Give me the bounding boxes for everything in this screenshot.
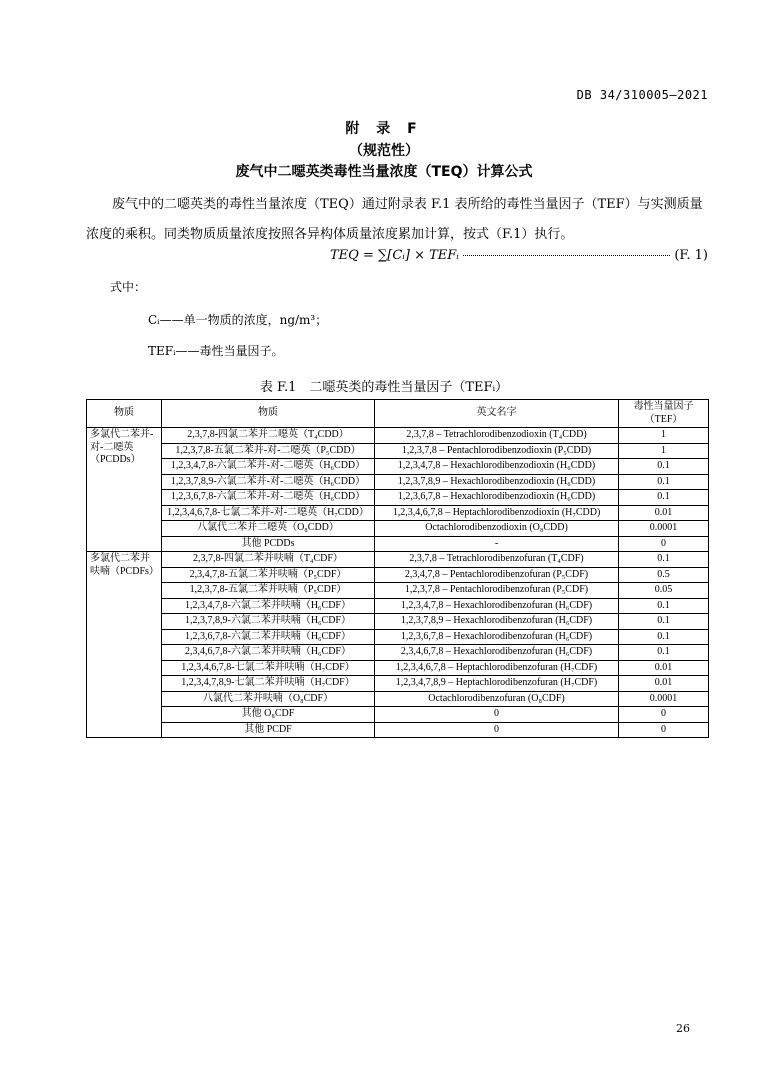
cell-substance-cn: 其他 PCDDs — [162, 536, 375, 552]
cell-english-name: 1,2,3,7,8 – Pentachlorodibenzofuran (P₅CDF) — [375, 583, 619, 599]
definition-tef: TEFᵢ——毒性当量因子。 — [148, 344, 284, 358]
table-row — [87, 645, 709, 661]
header-substance: 物质 — [162, 400, 375, 428]
appendix-title: 附 录 F — [345, 121, 423, 137]
cell-english-name: 1,2,3,7,8,9 – Hexachlorodibenzofuran (H₆CDF) — [375, 614, 619, 630]
header-category: 物质 — [87, 400, 162, 428]
cell-substance-cn: 其他 PCDF — [162, 722, 375, 738]
cell-tef: 0.05 — [619, 583, 709, 599]
cell-substance-cn: 1,2,3,7,8,9-六氯二苯并-对-二噁英（H₆CDD） — [162, 474, 375, 490]
table-row — [87, 691, 709, 707]
cell-substance-cn: 八氯代二苯并呋喃（O₈CDF） — [162, 691, 375, 707]
table-row — [87, 490, 709, 506]
table-caption: 表 F.1 二噁英类的毒性当量因子（TEFᵢ） — [259, 380, 509, 395]
document-code: DB 34/310005—2021 — [576, 88, 708, 102]
table-row — [87, 722, 709, 738]
formula-leader-dots — [463, 255, 670, 256]
table-row — [87, 614, 709, 630]
appendix-heading: 废气中二噁英类毒性当量浓度（TEQ）计算公式 — [235, 164, 533, 180]
table-row — [87, 552, 709, 568]
formula-expression: TEQ = ∑[Cᵢ] × TEFᵢ — [330, 248, 459, 263]
teq-formula — [330, 248, 708, 263]
header-english-name: 英文名字 — [375, 400, 619, 428]
cell-english-name: 0 — [375, 707, 619, 723]
definition-concentration: Cᵢ——单一物质的浓度，ng/m³； — [148, 313, 328, 327]
cell-tef: 0 — [619, 707, 709, 723]
cell-english-name: 1,2,3,4,6,7,8 – Heptachlorodibenzodioxin (H₇CDD) — [375, 505, 619, 521]
cell-english-name: 1,2,3,7,8 – Pentachlorodibenzodioxin (P₅CDD) — [375, 443, 619, 459]
cell-substance-cn: 2,3,7,8-四氯二苯并呋喃（T₄CDF） — [162, 552, 375, 568]
cell-substance-cn: 1,2,3,6,7,8-六氯二苯并-对-二噁英（H₆CDD） — [162, 490, 375, 506]
cell-english-name: 2,3,4,7,8 – Pentachlorodibenzofuran (P₅CDF) — [375, 567, 619, 583]
cell-substance-cn: 2,3,4,7,8-五氯二苯并呋喃（P₅CDF） — [162, 567, 375, 583]
cell-english-name: 0 — [375, 722, 619, 738]
cell-tef: 0.01 — [619, 676, 709, 692]
cell-tef: 0.5 — [619, 567, 709, 583]
cell-tef: 0 — [619, 536, 709, 552]
table-row — [87, 521, 709, 537]
table-row — [87, 505, 709, 521]
cell-substance-cn: 1,2,3,4,7,8-六氯二苯并-对-二噁英（H₆CDD） — [162, 459, 375, 475]
appendix-subtitle: （规范性） — [349, 143, 419, 159]
cell-substance-cn: 1,2,3,7,8,9-六氯二苯并呋喃（H₆CDF） — [162, 614, 375, 630]
cell-tef: 0.1 — [619, 629, 709, 645]
cell-english-name: 2,3,7,8 – Tetrachlorodibenzodioxin (T₄CDD) — [375, 428, 619, 444]
cell-substance-cn: 2,3,4,6,7,8-六氯二苯并呋喃（H₆CDF） — [162, 645, 375, 661]
cell-tef: 1 — [619, 428, 709, 444]
cell-substance-cn: 1,2,3,4,6,7,8-七氯二苯并-对-二噁英（H₇CDD） — [162, 505, 375, 521]
formula-number: (F. 1) — [674, 248, 708, 263]
table-row — [87, 598, 709, 614]
cell-substance-cn: 1,2,3,4,7,8-六氯二苯并呋喃（H₆CDF） — [162, 598, 375, 614]
cell-tef: 0.1 — [619, 490, 709, 506]
table-row — [87, 583, 709, 599]
table-row — [87, 676, 709, 692]
cell-english-name: 2,3,7,8 – Tetrachlorodibenzofuran (T₄CDF) — [375, 552, 619, 568]
cell-english-name: 1,2,3,7,8,9 – Hexachlorodibenzodioxin (H₆CDD) — [375, 474, 619, 490]
cell-substance-cn: 1,2,3,4,7,8,9-七氯二苯并呋喃（H₇CDF） — [162, 676, 375, 692]
cell-tef: 0.01 — [619, 505, 709, 521]
table-header-row — [87, 400, 709, 428]
table-row — [87, 707, 709, 723]
cell-tef: 0.0001 — [619, 521, 709, 537]
cell-substance-cn: 八氯代二苯并二噁英（O₈CDD） — [162, 521, 375, 537]
header-tef: 毒性当量因子（TEF） — [619, 400, 709, 428]
table-row — [87, 660, 709, 676]
cell-english-name: Octachlorodibenzodioxin (O₈CDD) — [375, 521, 619, 537]
group-pcdfs: 多氯代二苯并呋喃（PCDFs） — [87, 552, 162, 738]
cell-tef: 0.1 — [619, 614, 709, 630]
cell-english-name: 1,2,3,6,7,8 – Hexachlorodibenzodioxin (H₆CDD) — [375, 490, 619, 506]
intro-paragraph: 废气中的二噁英类的毒性当量浓度（TEQ）通过附录表 F.1 表所给的毒性当量因子（TEF）与实测质量浓度的乘积。同类物质质量浓度按照各异构体质量浓度累加计算，按式（F.1）执行。 — [86, 197, 703, 242]
table-row — [87, 459, 709, 475]
cell-substance-cn: 1,2,3,7,8-五氯二苯并-对-二噁英（P₅CDD） — [162, 443, 375, 459]
cell-english-name: 1,2,3,4,7,8 – Hexachlorodibenzofuran (H₆CDF) — [375, 598, 619, 614]
cell-tef: 0.0001 — [619, 691, 709, 707]
page-number: 26 — [676, 1022, 690, 1035]
cell-substance-cn: 其他 O₈CDF — [162, 707, 375, 723]
cell-tef: 0.1 — [619, 645, 709, 661]
table-row — [87, 443, 709, 459]
cell-substance-cn: 1,2,3,4,6,7,8-七氯二苯并呋喃（H₇CDF） — [162, 660, 375, 676]
cell-tef: 0.1 — [619, 598, 709, 614]
cell-tef: 0.1 — [619, 459, 709, 475]
cell-english-name: 1,2,3,4,6,7,8 – Heptachlorodibenzofuran (H₇CDF) — [375, 660, 619, 676]
table-row — [87, 428, 709, 444]
cell-english-name: - — [375, 536, 619, 552]
cell-english-name: 1,2,3,6,7,8 – Hexachlorodibenzofuran (H₆CDF) — [375, 629, 619, 645]
cell-tef: 0 — [619, 722, 709, 738]
cell-english-name: Octachlorodibenzofuran (O₈CDF) — [375, 691, 619, 707]
cell-english-name: 1,2,3,4,7,8,9 – Heptachlorodibenzofuran (H₇CDF) — [375, 676, 619, 692]
cell-tef: 0.1 — [619, 552, 709, 568]
cell-substance-cn: 1,2,3,6,7,8-六氯二苯并呋喃（H₆CDF） — [162, 629, 375, 645]
cell-tef: 0.1 — [619, 474, 709, 490]
table-row — [87, 536, 709, 552]
cell-tef: 0.01 — [619, 660, 709, 676]
cell-english-name: 1,2,3,4,7,8 – Hexachlorodibenzodioxin (H₆CDD) — [375, 459, 619, 475]
cell-substance-cn: 2,3,7,8-四氯二苯并二噁英（T₄CDD） — [162, 428, 375, 444]
cell-substance-cn: 1,2,3,7,8-五氯二苯并呋喃（P₅CDF） — [162, 583, 375, 599]
cell-english-name: 2,3,4,6,7,8 – Hexachlorodibenzofuran (H₆CDF) — [375, 645, 619, 661]
table-row — [87, 629, 709, 645]
table-row — [87, 567, 709, 583]
cell-tef: 1 — [619, 443, 709, 459]
group-pcdds: 多氯代二苯并-对-二噁英（PCDDs） — [87, 428, 162, 552]
table-row — [87, 474, 709, 490]
where-label: 式中： — [110, 280, 147, 294]
tef-table — [86, 399, 709, 738]
